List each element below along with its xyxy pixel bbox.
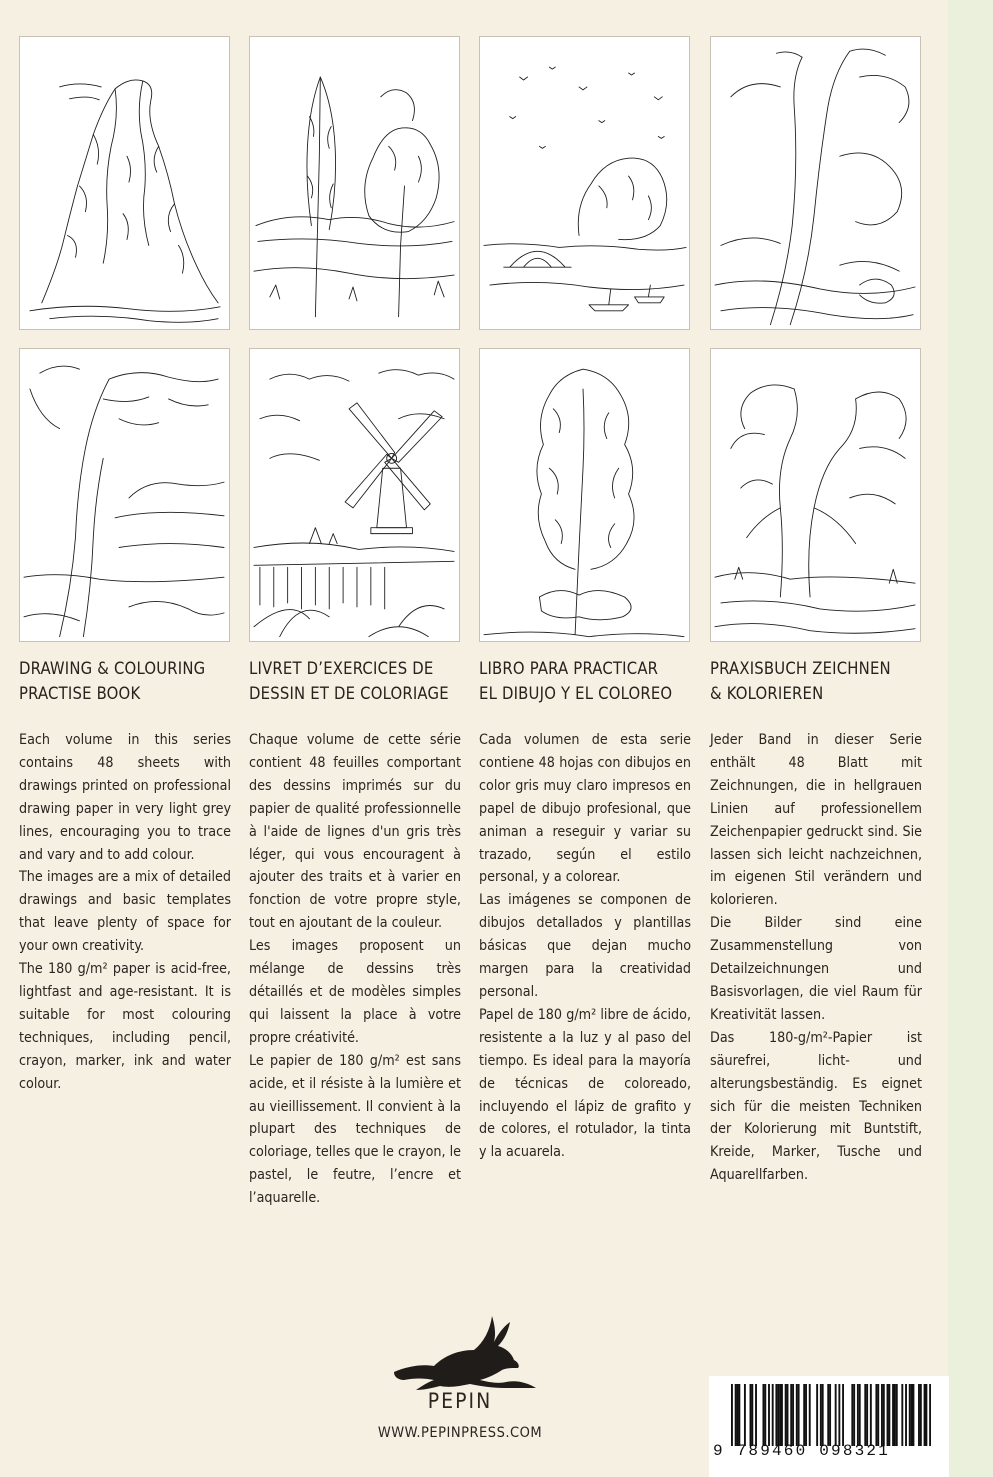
body-paragraph: Les images proposent un mélange de dessins très détaillés et de modèles simples qui laissent la place à votre propre créativité.	[249, 938, 461, 1046]
poplar-trees-lake-drawing	[250, 37, 459, 329]
publisher-website-link[interactable]: WWW.PEPINPRESS.COM	[377, 1425, 543, 1441]
bridge-boats-birds-drawing	[480, 37, 689, 329]
barcode-bar	[731, 1384, 733, 1446]
barcode-bar	[838, 1384, 840, 1446]
barcode-bar	[738, 1384, 740, 1446]
thumbnail-coastal-tree	[19, 348, 230, 642]
heading-spanish: LIBRO PARA PRACTICAR EL DIBUJO Y EL COLOREO	[479, 659, 673, 703]
heading-french: LIVRET D’EXERCICES DE DESSIN ET DE COLORIAGE	[249, 659, 449, 703]
barcode-bar	[777, 1384, 779, 1446]
barcode-bar	[909, 1384, 911, 1446]
barcode-bar	[816, 1384, 818, 1446]
barcode-bar	[764, 1384, 766, 1446]
body-paragraph: Cada volumen de esta serie contiene 48 hojas con dibujos en color gris muy claro impresos en papel de dibujo profesional, que animan a reseguir y variar su trazado, según el estilo personal, y a colorear.	[479, 732, 691, 886]
barcode-bar	[887, 1384, 889, 1446]
barcode-bar	[772, 1384, 774, 1446]
barcode-bar	[735, 1384, 737, 1446]
body-paragraph: Las imágenes se componen de dibujos detallados y plantillas básicas que dejan mucho margen para la creatividad personal.	[479, 892, 691, 1000]
barcode-bar	[775, 1384, 777, 1446]
thumbnail-leaning-trees	[710, 36, 921, 330]
rock-cliff-drawing	[20, 37, 229, 329]
barcode-bar	[920, 1384, 922, 1446]
old-oak-tree-drawing	[711, 349, 920, 641]
barcode-bar	[751, 1384, 753, 1446]
publisher-name: PEPIN	[427, 1389, 493, 1413]
book-spine-strip	[948, 0, 993, 1477]
tall-tree-drawing	[480, 349, 689, 641]
body-text-german	[710, 729, 922, 1187]
barcode-bar	[929, 1384, 931, 1446]
barcode-bar	[744, 1384, 746, 1446]
thumbnail-old-oak	[710, 348, 921, 642]
barcode-bar	[755, 1384, 757, 1446]
heading-english: DRAWING & COLOURING PRACTISE BOOK	[19, 659, 206, 703]
barcode-bar	[925, 1384, 927, 1446]
body-paragraph: Each volume in this series contains 48 sheets with drawings printed on professional drawing paper in very light grey lines, encouraging you to trace and vary and to add colour.	[19, 732, 231, 863]
barcode-bar	[822, 1384, 824, 1446]
barcode-bar	[924, 1384, 926, 1446]
barcode-bar	[892, 1384, 894, 1446]
body-paragraph: Papel de 180 g/m² libre de ácido, resistente a la luz y al paso del tiempo. Es ideal para la mayoría de técnicas de coloreado, incluyendo el lápiz de grafito y de colores, el rotulador, la tinta y la acuarela.	[479, 1006, 691, 1161]
barcode-bar	[779, 1384, 781, 1446]
thumbnail-poplar-trees-lake	[249, 36, 460, 330]
body-text-english	[19, 729, 231, 1096]
body-paragraph: Die Bilder sind eine Zusammenstellung von Detailzeichnungen und Basisvorlagen, die viel Raum für Kreativität lassen.	[710, 915, 922, 1023]
barcode-bar	[883, 1384, 885, 1446]
barcode-bar	[896, 1384, 898, 1446]
body-paragraph: The images are a mix of detailed drawings and basic templates that leave plenty of space for your own creativity.	[19, 869, 231, 955]
barcode-bar	[798, 1384, 800, 1446]
barcode-bar	[796, 1384, 798, 1446]
thumbnail-tall-tree	[479, 348, 690, 642]
hare-icon	[388, 1312, 540, 1392]
barcode-bar	[911, 1384, 913, 1446]
barcode-bar	[877, 1384, 879, 1446]
barcode-bar	[918, 1384, 920, 1446]
barcode-bar	[875, 1384, 877, 1446]
barcode-bar	[805, 1384, 807, 1446]
body-text-spanish	[479, 729, 691, 1164]
barcode-bar	[762, 1384, 764, 1446]
barcode-bar	[870, 1384, 872, 1446]
barcode-bar	[881, 1384, 883, 1446]
barcode-bar	[905, 1384, 907, 1446]
barcode-bars	[731, 1384, 931, 1446]
barcode-bar	[803, 1384, 805, 1446]
barcode-bar	[859, 1384, 861, 1446]
body-paragraph: The 180 g/m² paper is acid-free, lightfast and age-resistant. It is suitable for most colouring techniques, including pencil, crayon, marker, ink and water colour.	[19, 961, 231, 1092]
barcode-bar	[866, 1384, 868, 1446]
thumbnail-bridge-boats	[479, 36, 690, 330]
barcode-bar	[894, 1384, 896, 1446]
body-paragraph: Chaque volume de cette série contient 48 feuilles comportant des dessins imprimés sur du papier de qualité professionnelle à l'aide de lignes d'un gris très léger, qui vous encouragent à ajouter des traits et à varier en fonction de votre propre style, tout en ajoutant de la couleur.	[249, 732, 461, 932]
barcode-bar	[912, 1384, 914, 1446]
barcode-bar	[820, 1384, 822, 1446]
barcode-bar	[768, 1384, 770, 1446]
thumbnail-rock-cliff	[19, 36, 230, 330]
barcode-bar	[809, 1384, 811, 1446]
barcode-bar	[851, 1384, 853, 1446]
barcode-bar	[787, 1384, 789, 1446]
barcode-bar	[853, 1384, 855, 1446]
barcode-bar	[785, 1384, 787, 1446]
barcode-bar	[901, 1384, 903, 1446]
coastal-tree-landscape-drawing	[20, 349, 229, 641]
barcode-bar	[864, 1384, 866, 1446]
barcode-bar	[888, 1384, 890, 1446]
windmill-landscape-drawing	[250, 349, 459, 641]
barcode-bar	[827, 1384, 829, 1446]
barcode-bar	[857, 1384, 859, 1446]
barcode-bar	[737, 1384, 739, 1446]
barcode-bar	[842, 1384, 844, 1446]
barcode-bar	[792, 1384, 794, 1446]
barcode-bar	[829, 1384, 831, 1446]
body-text-french	[249, 729, 461, 1210]
barcode-bar	[835, 1384, 837, 1446]
isbn-digits: 9 789460 098321	[713, 1442, 891, 1460]
heading-german: PRAXISBUCH ZEICHNEN & KOLORIEREN	[710, 659, 891, 703]
barcode-bar	[750, 1384, 752, 1446]
isbn-barcode	[709, 1376, 949, 1477]
thumbnail-windmill	[249, 348, 460, 642]
leaning-trees-drawing	[711, 37, 920, 329]
body-paragraph: Jeder Band in dieser Serie enthält 48 Blatt mit Zeichnungen, die in hellgrauen Linien auf professionellem Zeichenpapier gedruckt sind. Sie lassen sich leicht nachzeichnen, im eigenen Stil verändern und kolorieren.	[710, 732, 922, 909]
body-paragraph: Das 180-g/m²-Papier ist säurefrei, licht- und alterungsbeständig. Es eignet sich für die meisten Techniken der Kolorierung mit Buntstift, Kreide, Marker, Tusche und Aquarellfarben.	[710, 1029, 922, 1184]
barcode-bar	[790, 1384, 792, 1446]
body-paragraph: Le papier de 180 g/m² est sans acide, et il résiste à la lumière et au vieillissement. Il convient à la plupart des techniques de coloriage, telles que le crayon, le pastel, le feutre, l’encre et l’aquarelle.	[249, 1052, 461, 1207]
barcode-bar	[781, 1384, 783, 1446]
